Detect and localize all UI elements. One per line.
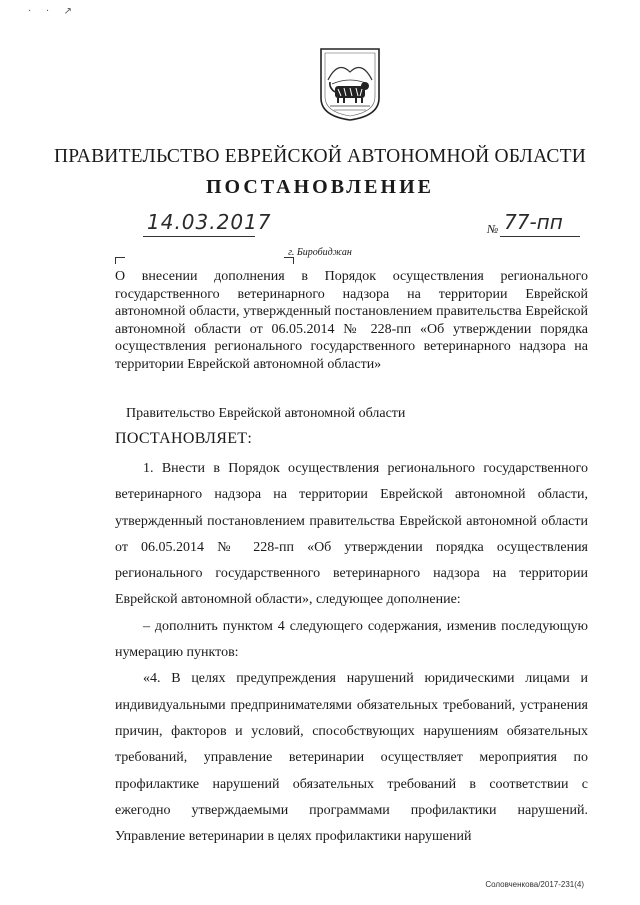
date-underline	[143, 236, 255, 237]
document-type: ПОСТАНОВЛЕНИЕ	[206, 176, 434, 198]
coat-of-arms-icon	[318, 46, 382, 122]
paragraph-2: – дополнить пунктом 4 следующего содержания, изменив последующую нумерацию пунктов:	[115, 618, 588, 661]
document-body	[115, 456, 588, 850]
government-title: ПРАВИТЕЛЬСТВО ЕВРЕЙСКОЙ АВТОНОМНОЙ ОБЛАСТИ	[53, 146, 587, 167]
number-underline	[500, 236, 580, 237]
government-line: Правительство Еврейской автономной области	[126, 406, 406, 421]
city: г. Биробиджан	[288, 247, 352, 258]
scan-mark: · · ↗	[28, 6, 79, 17]
decree-word: ПОСТАНОВЛЯЕТ:	[115, 430, 253, 447]
paragraph-1: 1. Внести в Порядок осуществления регионального государственного ветеринарного надзора на территории Еврейской автономной области, утвержденный постановлением правительства Еврейской автономной области от 06.05.2014 № 228-пп «Об утверждении порядка осуществления регионального государственного ветеринарного надзора на территории Еврейской автономной области», следующее дополнение:	[115, 461, 588, 608]
document-subject: О внесении дополнения в Порядок осуществления регионального государственного ветеринарного надзора на территории Еврейской автономной области, утвержденный постановлением правительства Еврейской автономной области от 06.05.2014 № 228-пп «Об утверждении порядка осуществления регионального государственного ветеринарного надзора на территории Еврейской автономной области»	[115, 269, 588, 372]
title-bracket-left	[115, 257, 125, 264]
paragraph-3: «4. В целях предупреждения нарушений юридическими лицами и индивидуальными предпринимателями обязательных требований, устранения причин, факторов и условий, способствующих нарушениям обязательных требований, управление ветеринарии осуществляет мероприятия по профилактике нарушений обязательных требований в соответствии с ежегодно утверждаемыми программами профилактики нарушений. Управление ветеринарии в целях профилактики нарушений	[115, 671, 588, 845]
date-handwritten: 14.03.2017	[147, 210, 272, 234]
number-handwritten: 77-пп	[504, 210, 563, 234]
title-bracket-right	[284, 257, 294, 264]
number-label: №	[487, 222, 499, 236]
footer-code: Соловченкова/2017-231(4)	[485, 880, 584, 889]
